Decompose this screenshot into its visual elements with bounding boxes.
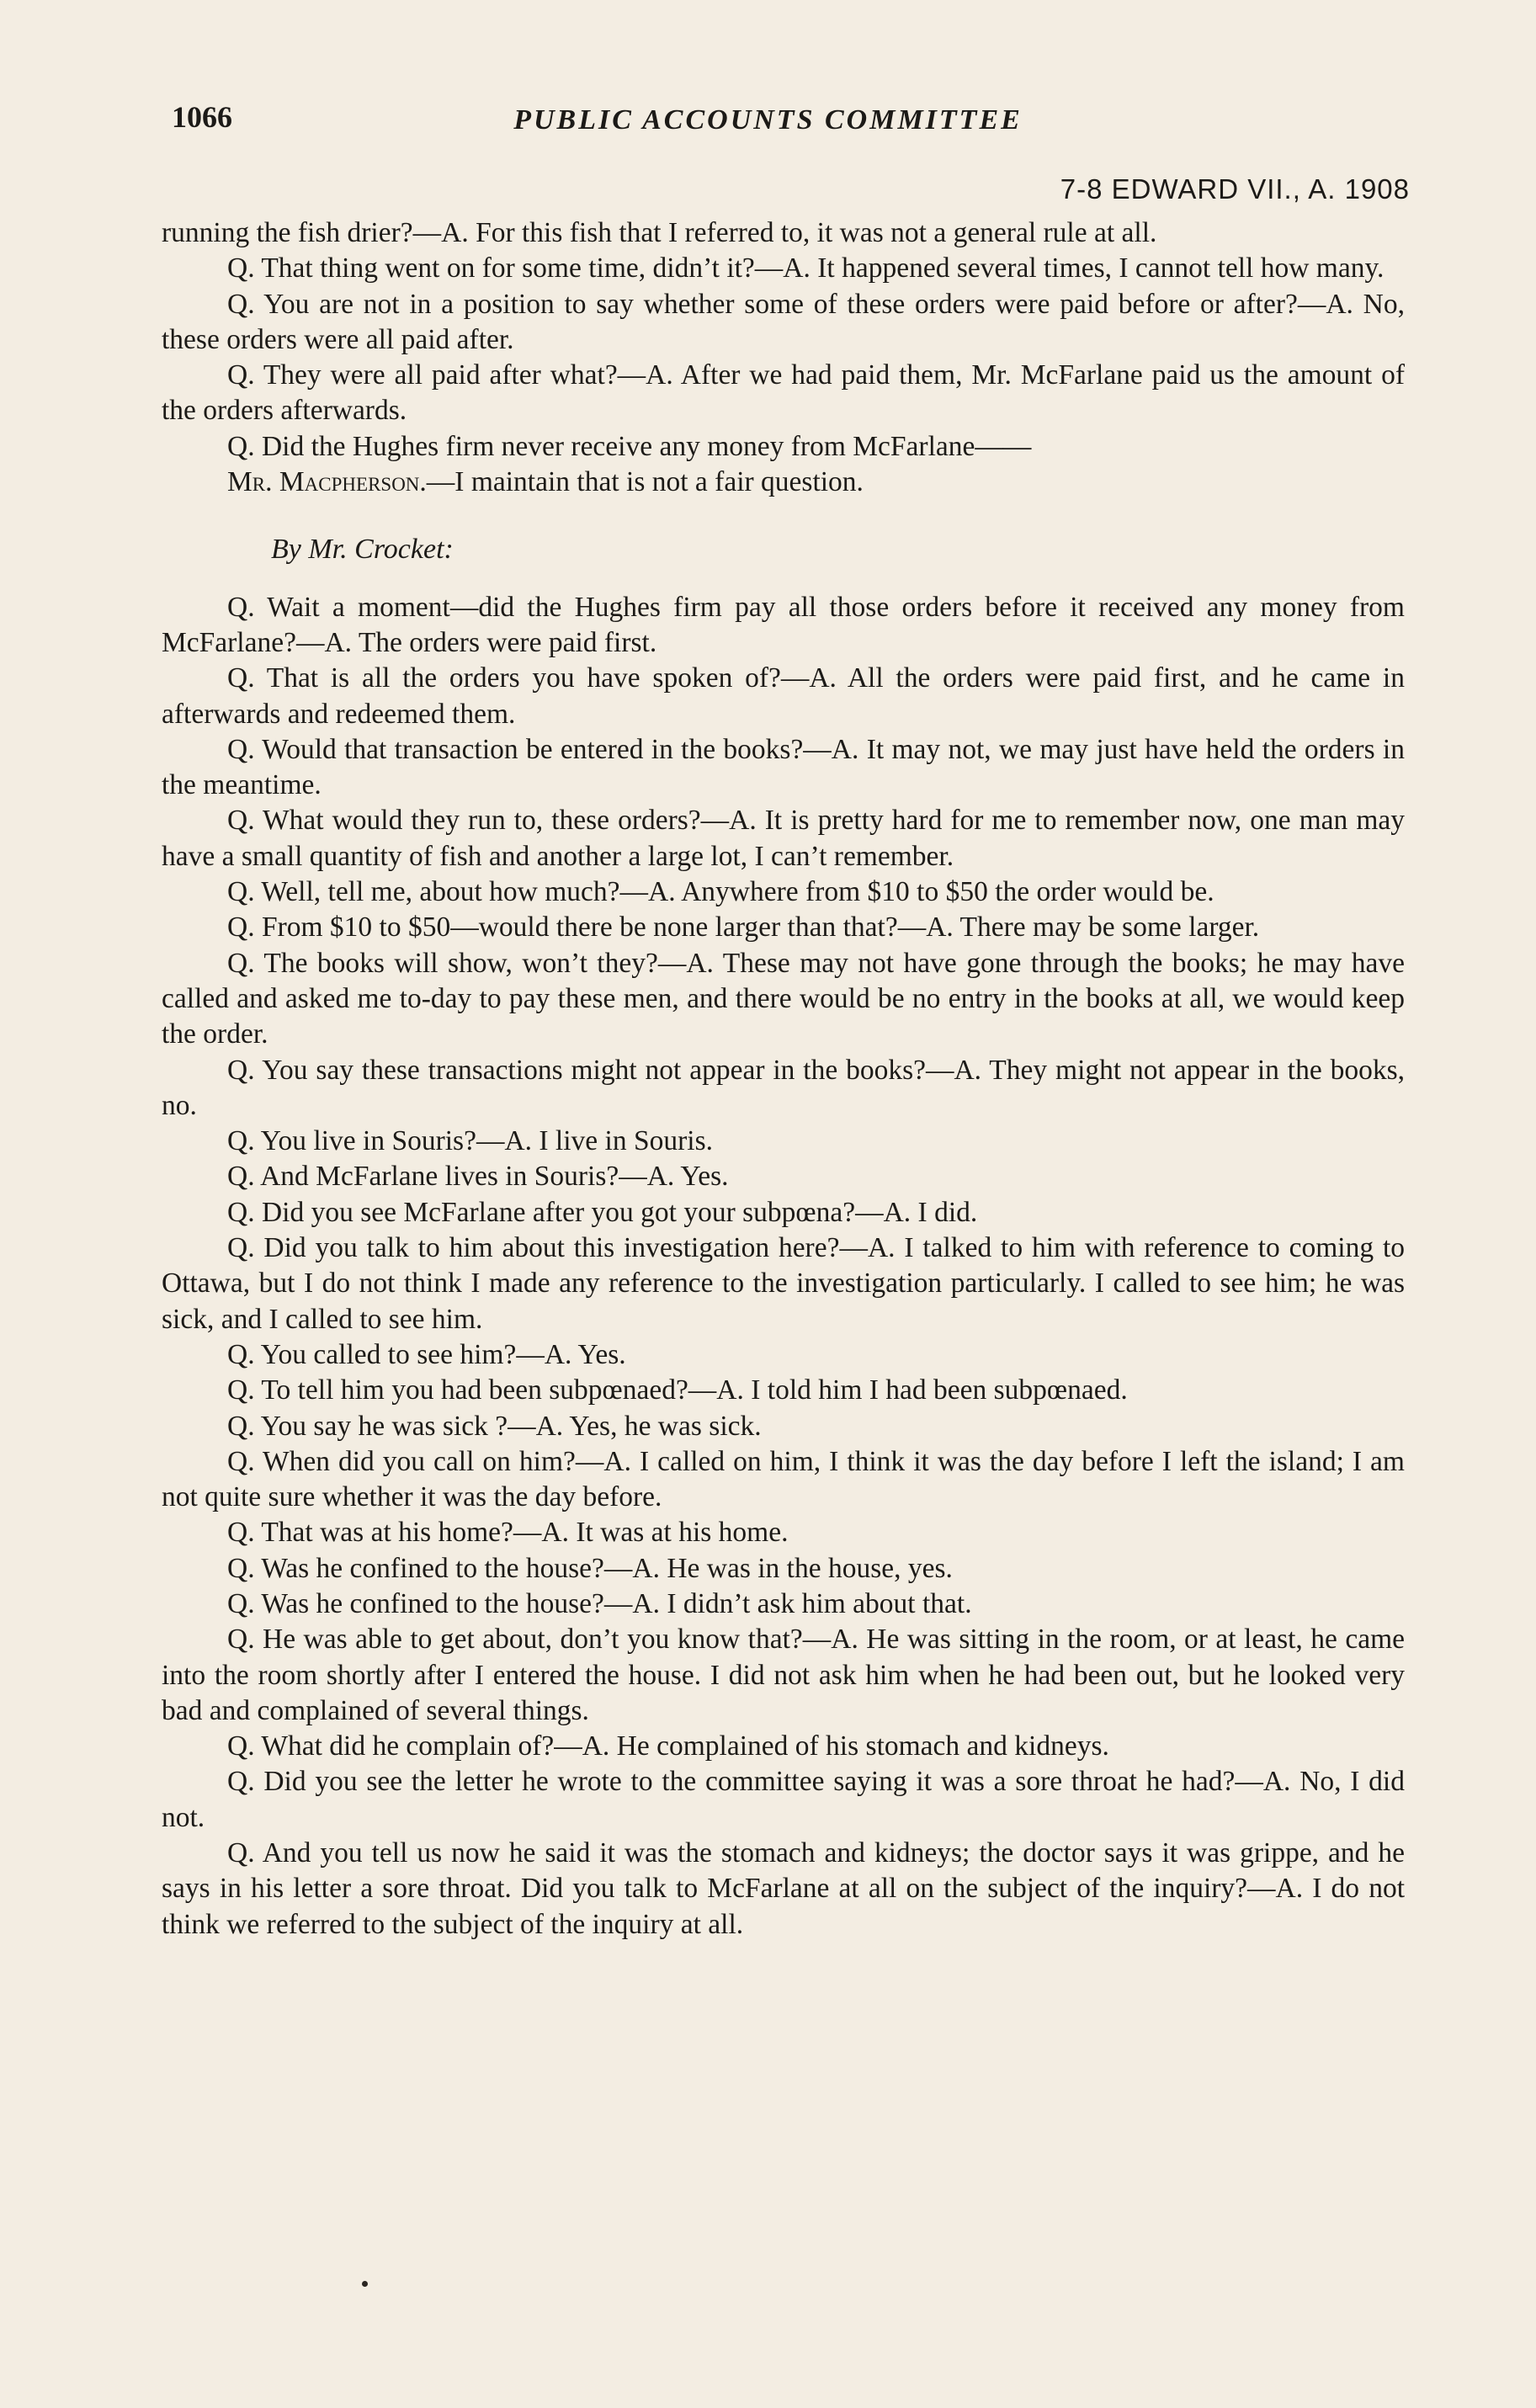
qa-paragraph: Q. Would that transaction be entered in the books?—A. It may not, we may just have held the orders in the meantime.: [162, 733, 1405, 801]
qa-paragraph: Q. You say these transactions might not appear in the books?—A. They might not appear in the books, no.: [162, 1054, 1405, 1121]
speaker-name: Mr. Macpherson.: [227, 466, 427, 498]
qa-paragraph: Q. He was able to get about, don’t you know that?—A. He was sitting in the room, or at least, he came into the room shortly after I entered the house. I did not ask him when he had been out, but he looked very bad and complained of several things.: [162, 1624, 1405, 1726]
page-body: [162, 215, 1405, 1943]
qa-paragraph: Q. That thing went on for some time, didn’t it?—A. It happened several times, I cannot tell how many.: [227, 252, 1385, 284]
qa-paragraph: Q. You called to see him?—A. Yes.: [227, 1338, 626, 1370]
qa-paragraph: Q. What would they run to, these orders?—A. It is pretty hard for me to remember now, one man may have a small quantity of fish and another a large lot, I can’t remember.: [162, 805, 1405, 872]
qa-paragraph: Q. You live in Souris?—A. I live in Souris.: [227, 1125, 713, 1157]
qa-paragraph: Q. Was he confined to the house?—A. I didn’t ask him about that.: [227, 1587, 972, 1619]
running-title: PUBLIC ACCOUNTS COMMITTEE: [513, 104, 1023, 136]
qa-paragraph: Q. Wait a moment—did the Hughes firm pay all those orders before it received any money from McFarlane?—A. The orders were paid first.: [162, 591, 1405, 658]
page-number: 1066: [172, 100, 232, 134]
qa-paragraph: Q. Was he confined to the house?—A. He was in the house, yes.: [227, 1552, 953, 1584]
qa-paragraph: Q. Did you see McFarlane after you got your subpœna?—A. I did.: [227, 1196, 978, 1228]
qa-paragraph: Q. That is all the orders you have spoken of?—A. All the orders were paid first, and he came in afterwards and redeemed them.: [162, 662, 1405, 730]
qa-paragraph: Q. From $10 to $50—would there be none larger than that?—A. There may be some larger.: [227, 912, 1260, 944]
qa-paragraph: Q. And McFarlane lives in Souris?—A. Yes.: [227, 1161, 729, 1193]
session-line: 7-8 EDWARD VII., A. 1908: [1060, 173, 1410, 205]
qa-paragraph: Q. Did you talk to him about this investigation here?—A. I talked to him with reference to coming to Ottawa, but I do not think I made any reference to the investigation particularly. I called to see him; he was sick, and I called to see him.: [162, 1232, 1405, 1335]
qa-paragraph: Q. You are not in a position to say whether some of these orders were paid before or after?—A. No, these orders were all paid after.: [162, 288, 1405, 355]
qa-paragraph: Q. That was at his home?—A. It was at his home.: [227, 1517, 789, 1549]
qa-paragraph: Q. The books will show, won’t they?—A. These may not have gone through the books; he may have called and asked me to-day to pay these men, and there would be no entry in the books at all, we would keep the order.: [162, 947, 1405, 1050]
qa-paragraph: Q. To tell him you had been subpœnaed?—A. I told him I had been subpœnaed.: [227, 1374, 1128, 1406]
qa-paragraph: Q. Did the Hughes firm never receive any money from McFarlane——: [227, 430, 1032, 462]
interjection-text: —I maintain that is not a fair question.: [426, 466, 864, 498]
qa-paragraph: Q. Well, tell me, about how much?—A. Anywhere from $10 to $50 the order would be.: [227, 876, 1214, 908]
qa-paragraph: Q. You say he was sick ?—A. Yes, he was sick.: [227, 1410, 762, 1442]
qa-paragraph: Q. And you tell us now he said it was the stomach and kidneys; the doctor says it was grippe, and he says in his letter a sore throat. Did you talk to McFarlane at all on the subject of the inquiry?—A. I do not think we referred to the subject of the inquiry at all.: [162, 1837, 1405, 1940]
qa-paragraph: Q. They were all paid after what?—A. After we had paid them, Mr. McFarlane paid us the amount of the orders afterwards.: [162, 359, 1405, 427]
qa-paragraph: Q. When did you call on him?—A. I called on him, I think it was the day before I left the island; I am not quite sure whether it was the day before.: [162, 1445, 1405, 1513]
qa-paragraph: Q. Did you see the letter he wrote to the committee saying it was a sore throat he had?—A. No, I did not.: [162, 1766, 1405, 1833]
interjection-paragraph: [162, 465, 1405, 500]
continuation-paragraph: running the fish drier?—A. For this fish that I referred to, it was not a general rule at all.: [162, 217, 1157, 248]
ink-speck: [362, 2281, 368, 2287]
qa-paragraph: Q. What did he complain of?—A. He complained of his stomach and kidneys.: [227, 1730, 1109, 1762]
section-heading: By Mr. Crocket:: [271, 534, 454, 566]
